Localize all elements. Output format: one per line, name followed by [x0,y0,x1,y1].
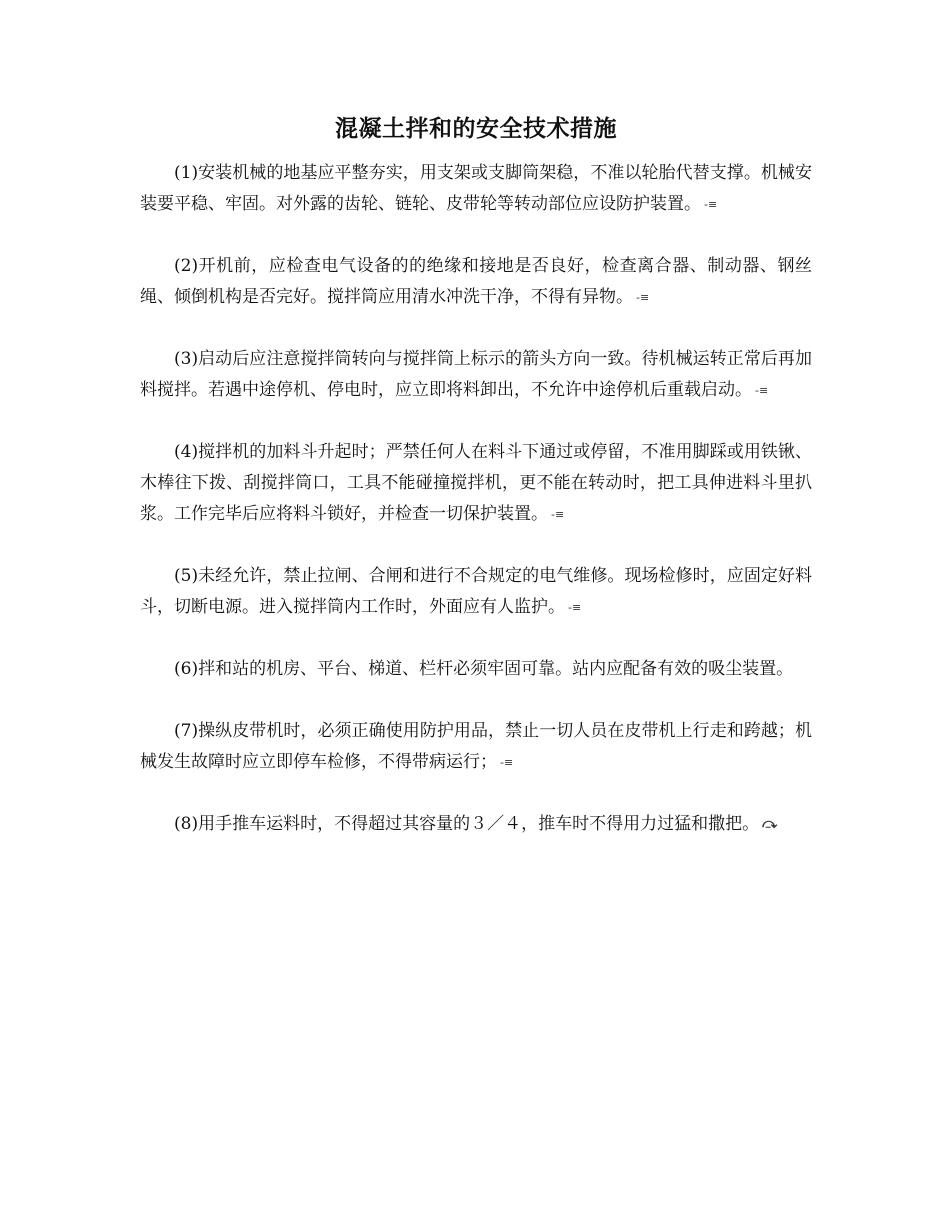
paragraph-mark-icon: -≡ [704,198,718,211]
document-page [140,108,812,871]
paragraph-8 [140,809,812,840]
paragraph-text: (7)操纵皮带机时，必须正确使用防护用品，禁止一切人员在皮带机上行走和跨越；机械发生故障时应立即停车检修，不得带病运行； [140,721,812,772]
paragraph-5 [140,561,812,623]
paragraph-7 [140,716,812,778]
end-mark-icon: ⤼ [762,816,778,832]
paragraph-1 [140,158,812,220]
paragraph-text: (5)未经允许，禁止拉闸、合闸和进行不合规定的电气维修。现场检修时，应固定好料斗，切断电源。进入搅拌筒内工作时，外面应有人监护。 [140,566,812,617]
paragraph-text: (1)安装机械的地基应平整夯实，用支架或支脚筒架稳，不准以轮胎代替支撑。机械安装要平稳、牢固。对外露的齿轮、链轮、皮带轮等转动部位应设防护装置。 [140,163,812,214]
paragraph-mark-icon: -≡ [500,756,514,769]
paragraph-6 [140,654,812,685]
paragraph-3 [140,344,812,406]
paragraph-text: (2)开机前，应检查电气设备的的绝缘和接地是否良好，检查离合器、制动器、钢丝绳、倾倒机构是否完好。搅拌筒应用清水冲洗干净，不得有异物。 [140,256,812,307]
paragraph-mark-icon: -≡ [551,508,565,521]
paragraph-text: (6)拌和站的机房、平台、梯道、栏杆必须牢固可靠。站内应配备有效的吸尘装置。 [174,659,794,679]
paragraph-mark-icon: -≡ [568,601,582,614]
paragraph-mark-icon: -≡ [755,384,769,397]
paragraph-text: (4)搅拌机的加料斗升起时；严禁任何人在料斗下通过或停留，不准用脚踩或用铁锹、木棒往下拨、刮搅拌筒口，工具不能碰撞搅拌机，更不能在转动时，把工具伸进料斗里扒浆。工作完毕后应将料斗锁好，并检查一切保护装置。 [140,442,812,524]
paragraph-text: (8)用手推车运料时，不得超过其容量的３／４，推车时不得用力过猛和撒把。 [174,814,760,834]
paragraph-mark-icon: -≡ [636,291,650,304]
paragraph-4 [140,437,812,530]
document-title: 混凝土拌和的安全技术措施 [335,115,617,142]
paragraph-text: (3)启动后应注意搅拌筒转向与搅拌筒上标示的箭头方向一致。待机械运转正常后再加料搅拌。若遇中途停机、停电时，应立即将料卸出，不允许中途停机后重载启动。 [140,349,812,400]
paragraph-2 [140,251,812,313]
